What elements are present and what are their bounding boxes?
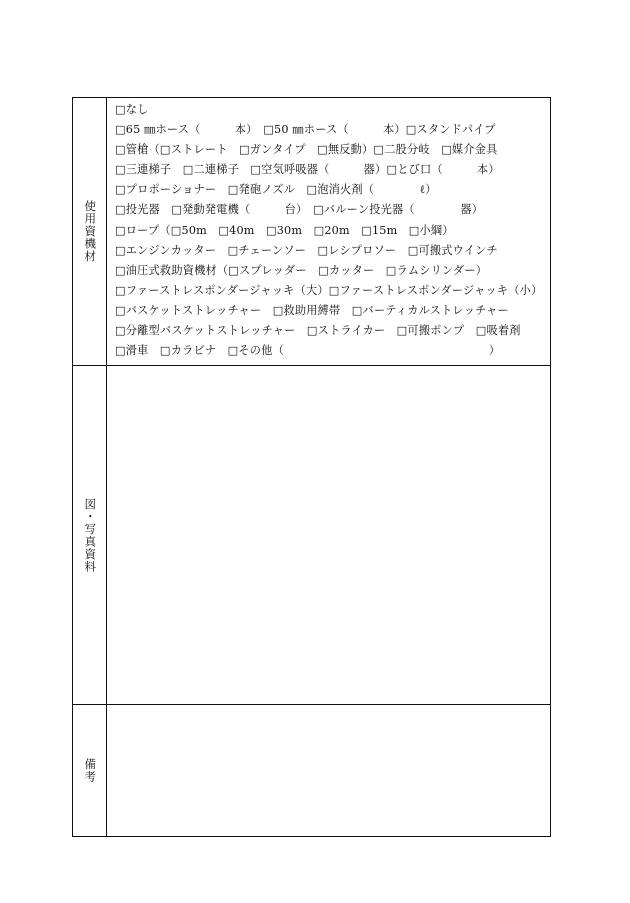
figure-row [73, 366, 550, 705]
equipment-row [73, 98, 550, 366]
equipment-line[interactable]: □分離型バスケットストレッチャー □ストライカー □可搬ポンプ □吸着剤 [115, 324, 521, 338]
equipment-line[interactable]: □65 ㎜ホース（ 本） □50 ㎜ホース（ 本）□スタンドパイプ [115, 123, 496, 137]
equipment-line[interactable]: □ファーストレスポンダージャッキ（大）□ファーストレスポンダージャッキ（小） [115, 283, 543, 297]
report-form-table [72, 97, 551, 837]
remarks-label: 備考 [83, 758, 98, 783]
equipment-line[interactable]: □ロープ（□50m □40m □30m □20m □15m □小綱） [115, 223, 454, 237]
remarks-label-cell [73, 705, 107, 836]
equipment-list [115, 100, 546, 361]
figure-label-cell [73, 366, 107, 704]
equipment-label: 使用資機材 [83, 200, 98, 263]
equipment-line[interactable]: □三連梯子 □二連梯子 □空気呼吸器（ 器）□とび口（ 本） [115, 163, 500, 177]
equipment-line[interactable]: □なし [115, 103, 149, 116]
equipment-line[interactable]: □バスケットストレッチャー □救助用縛帯 □バーティカルストレッチャー [115, 303, 509, 317]
figure-content-area[interactable] [107, 366, 550, 704]
remarks-content-area[interactable] [107, 705, 550, 836]
figure-label: 図・写真資料 [83, 497, 98, 573]
equipment-label-cell [73, 98, 107, 365]
equipment-content [107, 98, 550, 365]
equipment-line[interactable]: □滑車 □カラビナ □その他（ ） [115, 344, 501, 358]
equipment-line[interactable]: □プロポーショナー □発砲ノズル □泡消火剤（ ℓ） [115, 183, 437, 197]
equipment-line[interactable]: □投光器 □発動発電機（ 台） □バルーン投光器（ 器） [115, 203, 484, 217]
equipment-line[interactable]: □油圧式救助資機材（□スプレッダー □カッター □ラムシリンダー） [115, 263, 488, 277]
equipment-line[interactable]: □管槍（□ストレート □ガンタイプ □無反動）□二股分岐 □媒介金具 [115, 143, 498, 157]
equipment-line[interactable]: □エンジンカッター □チェーンソー □レシプロソー □可搬式ウインチ [115, 243, 498, 257]
remarks-row [73, 705, 550, 836]
